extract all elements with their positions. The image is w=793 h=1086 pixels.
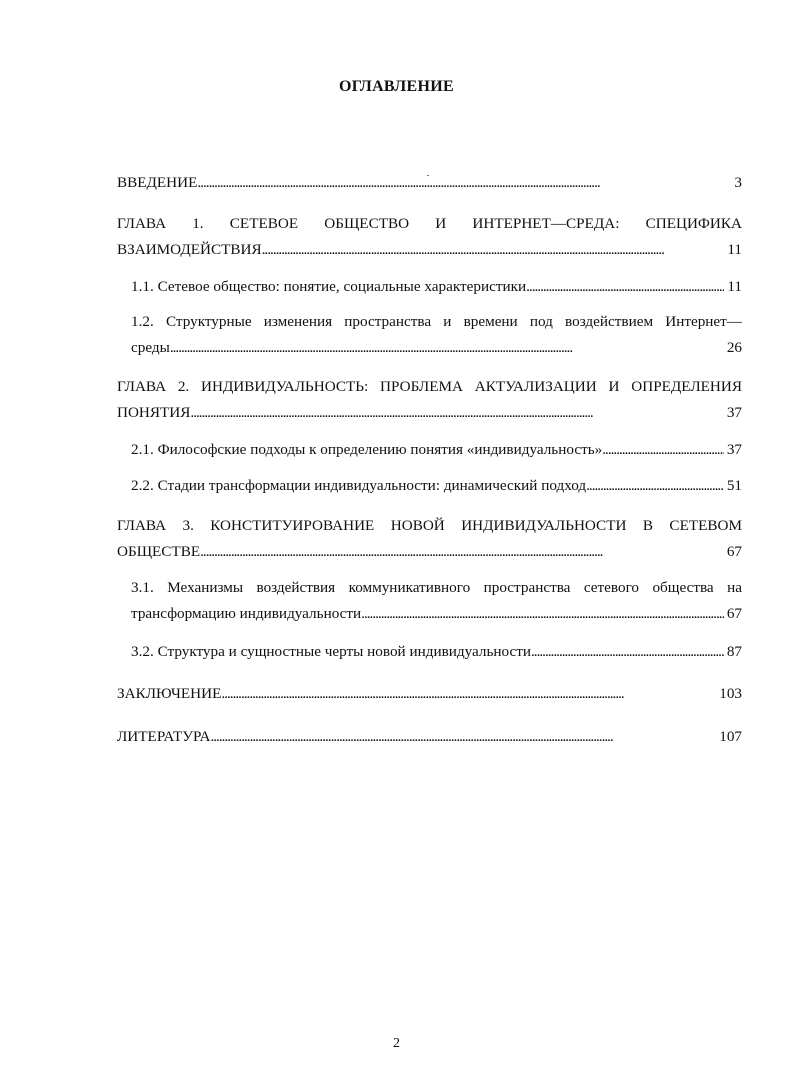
- toc-entry-page: 67: [726, 543, 742, 560]
- toc-entry-page: 3: [734, 174, 742, 191]
- toc-entry-conclusion[interactable]: [117, 685, 742, 703]
- toc-entry-page: 103: [719, 685, 742, 702]
- toc-entry-page: 37: [726, 404, 742, 421]
- dot-leader: [531, 643, 724, 661]
- dot-leader: [197, 174, 731, 192]
- toc-entry-label: ОБЩЕСТВЕ: [117, 543, 201, 560]
- toc-entry-label: ВЗАИМОДЕЙСТВИЯ: [117, 241, 262, 258]
- toc-entry-page: 67: [726, 605, 742, 622]
- toc-entry-label: 2.2. Стадии трансформации индивидуальности: динамический подход: [131, 477, 587, 494]
- toc-entry-page: 11: [727, 241, 742, 258]
- page-number: 2: [393, 1036, 400, 1051]
- toc-entry-label: 1.1. Сетевое общество: понятие, социальные характеристики: [131, 278, 527, 295]
- toc-entry-references[interactable]: [117, 728, 742, 746]
- toc-entry-label-line1: ГЛАВА 3. КОНСТИТУИРОВАНИЕ НОВОЙ ИНДИВИДУАЛЬНОСТИ В СЕТЕВОМ: [117, 517, 742, 534]
- toc-entry-section-1-1[interactable]: [131, 278, 742, 296]
- toc-entry-page: 51: [726, 477, 742, 494]
- toc-entry-page: 37: [726, 441, 742, 458]
- dot-leader: [361, 605, 724, 623]
- dot-leader: [526, 278, 724, 296]
- toc-entry-chapter-2[interactable]: [117, 378, 742, 422]
- toc-entry-label-line1: 3.1. Механизмы воздействия коммуникативного пространства сетевого общества на: [131, 579, 742, 596]
- dot-leader: [210, 728, 716, 746]
- toc-entry-label-line1: ГЛАВА 2. ИНДИВИДУАЛЬНОСТЬ: ПРОБЛЕМА АКТУАЛИЗАЦИИ И ОПРЕДЕЛЕНИЯ: [117, 378, 742, 395]
- toc-entry-label: среды: [131, 339, 170, 356]
- toc-entry-section-3-1[interactable]: [131, 579, 742, 623]
- toc-entry-chapter-3[interactable]: [117, 517, 742, 561]
- dot-leader: [200, 543, 724, 561]
- toc-entry-label: ЛИТЕРАТУРА: [117, 728, 211, 745]
- toc-entry-label: 3.2. Структура и сущностные черты новой индивидуальности: [131, 643, 531, 660]
- toc-entry-label: трансформацию индивидуальности: [131, 605, 362, 622]
- toc-entry-section-1-2[interactable]: [131, 313, 742, 357]
- toc-entry-chapter-1[interactable]: [117, 215, 742, 259]
- dot-leader: [221, 685, 716, 703]
- dot-leader: [586, 477, 724, 495]
- dot-leader: [262, 241, 725, 259]
- toc-entry-label: ПОНЯТИЯ: [117, 404, 191, 421]
- toc-entry-page: 26: [726, 339, 742, 356]
- toc-entry-page: 87: [726, 643, 742, 660]
- toc-entry-label-line1: 1.2. Структурные изменения пространства и времени под воздействием Интернет—: [131, 313, 742, 330]
- toc-entry-introduction[interactable]: [117, 174, 742, 192]
- toc-entry-label: ЗАКЛЮЧЕНИЕ: [117, 685, 222, 702]
- page-title: ОГЛАВЛЕНИЕ: [339, 78, 454, 95]
- toc-entry-page: 11: [727, 278, 742, 295]
- toc-entry-page: 107: [719, 728, 742, 745]
- dot-leader: [602, 441, 724, 459]
- toc-entry-section-3-2[interactable]: [131, 643, 742, 661]
- toc-entry-label: 2.1. Философские подходы к определению понятия «индивидуальность»: [131, 441, 603, 458]
- dot-leader: [190, 404, 723, 422]
- toc-entry-label: ВВЕДЕНИЕ: [117, 174, 198, 191]
- toc-entry-label-line1: ГЛАВА 1. СЕТЕВОЕ ОБЩЕСТВО И ИНТЕРНЕТ—СРЕДА: СПЕЦИФИКА: [117, 215, 742, 232]
- toc-entry-section-2-1[interactable]: [131, 441, 742, 459]
- dot-leader: [170, 339, 724, 357]
- toc-entry-section-2-2[interactable]: [131, 477, 742, 495]
